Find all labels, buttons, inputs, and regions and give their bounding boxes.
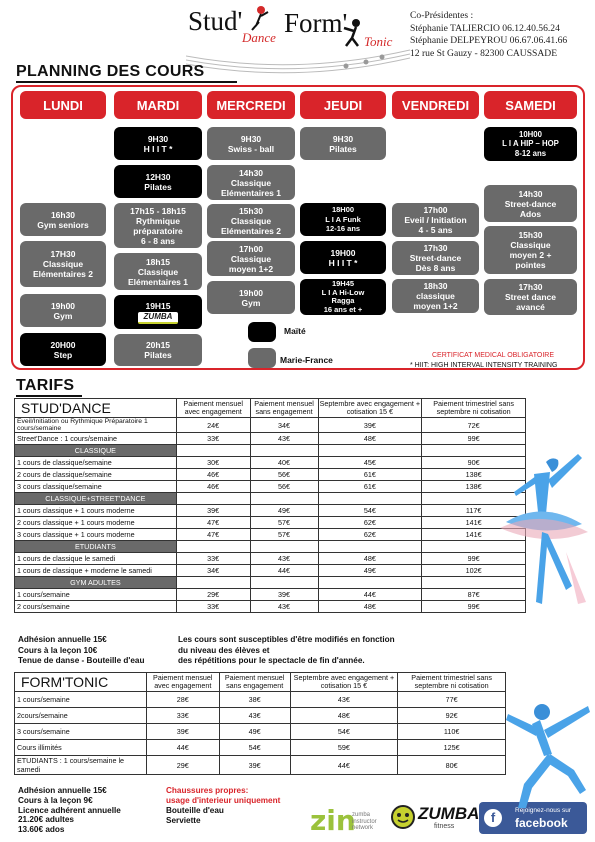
row-label: 1 cours de classique/semaine (15, 457, 177, 469)
price-cell: 43€ (250, 433, 318, 445)
class-card (484, 185, 577, 222)
class-level: pointes (515, 260, 546, 270)
dance-notes (18, 635, 144, 667)
music-staff-decoration (186, 42, 410, 76)
price-cell: 43€ (219, 708, 290, 724)
class-name: Street dance (504, 292, 557, 302)
price-cell: 117€ (422, 505, 526, 517)
row-label: 3 cours/semaine (15, 724, 147, 740)
price-cell: 62€ (318, 529, 422, 541)
class-card (20, 203, 106, 236)
row-label: ETUDIANTS : 1 cours/semaine le samedi (15, 756, 147, 775)
section-label: CLASSIQUE+STREET'DANCE (15, 493, 177, 505)
price-cell: 44€ (290, 756, 398, 775)
tonic-notes (18, 786, 121, 835)
class-time: 17H30 (50, 249, 76, 259)
class-level: 4 - 5 ans (418, 225, 453, 235)
table-cell (176, 577, 250, 589)
class-time: 17h00 (238, 243, 264, 254)
tarifs-title: TARIFS (16, 377, 75, 394)
note-line: usage d'interieur uniquement (166, 796, 281, 805)
note-line: Cours à la leçon 10€ (18, 645, 98, 655)
row-label: 1 cours de classique le samedi (15, 553, 177, 565)
class-name: Gym (241, 297, 261, 308)
class-name: classique (416, 291, 455, 301)
table-cell (176, 493, 250, 505)
class-name: Classique (42, 259, 84, 269)
table-row (15, 457, 526, 469)
class-card (484, 127, 577, 161)
class-time: 9H30 (332, 133, 354, 144)
class-time: 17h30 (518, 282, 543, 292)
price-cell: 62€ (318, 517, 422, 529)
price-cell: 33€ (176, 553, 250, 565)
table-row (15, 601, 526, 613)
column-header: Septembre avec engagement + cotisation 15 € (319, 399, 421, 416)
class-card (484, 226, 577, 274)
table-cell (250, 493, 318, 505)
note-line: Adhésion annuelle 15€ (18, 635, 107, 644)
price-cell: 46€ (176, 481, 250, 493)
price-cell: 33€ (176, 601, 250, 613)
zin-logo: zin (310, 804, 356, 837)
price-cell: 99€ (422, 601, 526, 613)
row-label: 1 cours/semaine (15, 692, 147, 708)
price-cell: 34€ (250, 418, 318, 433)
class-level: Elémentaires 2 (32, 269, 93, 279)
class-name: Swiss - ball (227, 143, 275, 154)
class-name: Step (53, 349, 73, 360)
table-section-row (15, 445, 526, 457)
price-cell: 47€ (176, 529, 250, 541)
class-level: moyen 1+2 (228, 263, 274, 274)
price-cell: 54€ (219, 740, 290, 756)
class-name: Pilates (329, 143, 357, 154)
price-cell: 43€ (250, 601, 318, 613)
class-card (392, 241, 479, 275)
price-cell: 102€ (422, 565, 526, 577)
class-name: Classique (230, 216, 272, 226)
contact-line: Stéphanie DELPEYROU 06.67.06.41.66 (410, 35, 568, 47)
price-cell: 48€ (318, 433, 422, 445)
note-line: Serviette (166, 816, 201, 825)
contact-block (410, 10, 567, 60)
table-row (15, 433, 526, 445)
price-cell: 40€ (250, 457, 318, 469)
class-name: Ragga (331, 296, 355, 305)
table-cell (318, 577, 422, 589)
logo-stud-dance (188, 6, 276, 45)
table-row (15, 517, 526, 529)
class-card (300, 127, 386, 160)
section-label: ETUDIANTS (15, 541, 177, 553)
class-card (207, 204, 295, 238)
class-level: Ados (519, 208, 542, 219)
price-cell: 56€ (250, 481, 318, 493)
class-name: Classique (137, 266, 179, 277)
class-time: 20H00 (50, 339, 76, 350)
class-name: L I A Funk (325, 214, 361, 224)
legend-label-black: Maïté (284, 326, 306, 336)
note-line: du niveau des élèves et (178, 645, 270, 655)
class-card (300, 241, 386, 274)
table-cell (318, 541, 422, 553)
table-cell (250, 577, 318, 589)
price-cell: 24€ (176, 418, 250, 433)
class-time: 9H30 (147, 133, 169, 144)
row-label: 2 cours classique + 1 cours moderne (15, 517, 177, 529)
class-level: Elémentaires 1 (220, 187, 281, 198)
class-time: 15h30 (518, 230, 543, 240)
class-time: 15h30 (238, 206, 264, 216)
class-time: 19h00 (50, 300, 76, 311)
price-cell: 44€ (146, 740, 219, 756)
price-cell: 46€ (176, 469, 250, 481)
certificate-notice: CERTIFICAT MEDICAL OBLIGATOIRE (432, 352, 555, 359)
price-cell: 47€ (176, 517, 250, 529)
table-row (15, 505, 526, 517)
table-cell (250, 445, 318, 457)
price-cell: 43€ (290, 692, 398, 708)
class-card (300, 279, 386, 315)
class-level: Elémentaires 2 (220, 226, 281, 236)
table-row (15, 481, 526, 493)
logo-tonic-text: Tonic (364, 34, 393, 49)
price-cell: 99€ (422, 433, 526, 445)
column-header: Paiement trimestriel sans septembre ni cotisation (422, 399, 526, 418)
class-card (114, 165, 202, 198)
class-card (20, 294, 106, 327)
class-name: Rythmique (136, 215, 180, 226)
table-section-row (15, 577, 526, 589)
class-name: Pilates (144, 181, 172, 192)
table-row (15, 724, 506, 740)
price-cell: 28€ (146, 692, 219, 708)
price-cell: 39€ (250, 589, 318, 601)
day-vendredi: VENDREDI (392, 91, 479, 119)
price-cell: 80€ (398, 756, 506, 775)
table-row (15, 692, 506, 708)
class-level: Dès 8 ans (415, 263, 456, 273)
studdance-title: STUD'DANCE (15, 399, 177, 418)
row-label: 3 cours classique + 1 cours moderne (15, 529, 177, 541)
class-time: 19h00 (238, 287, 264, 298)
column-header: Paiement mensuel sans engagement (250, 399, 318, 418)
class-time: 19H45 (331, 279, 355, 288)
class-name: Eveil / Initiation (404, 215, 467, 225)
price-cell: 138€ (422, 469, 526, 481)
logo-form-text: Form' (284, 8, 348, 38)
day-mercredi: MERCREDI (207, 91, 295, 119)
class-time: 19H15 (145, 300, 171, 311)
contact-line: 12 rue St Gauzy - 82300 CAUSSADE (410, 47, 558, 59)
facebook-join-text: Rejoignez-nous sur (515, 807, 572, 814)
price-cell: 39€ (176, 505, 250, 517)
price-cell: 45€ (318, 457, 422, 469)
price-cell: 141€ (422, 517, 526, 529)
column-header: Paiement mensuel sans engagement (219, 673, 290, 692)
studdance-price-table (14, 398, 526, 613)
price-cell: 38€ (219, 692, 290, 708)
class-card (392, 203, 479, 237)
price-cell: 39€ (146, 724, 219, 740)
class-level: moyen 2 + (509, 250, 552, 260)
class-time: 12H30 (145, 171, 171, 182)
note-line: Tenue de danse - Bouteille d'eau (18, 656, 145, 665)
zumba-mascot-icon (390, 804, 416, 830)
class-card (207, 127, 295, 160)
class-card (484, 279, 577, 315)
class-card (20, 333, 106, 366)
note-line: 13.60€ ados (18, 825, 65, 835)
row-label: 2cours/semaine (15, 708, 147, 724)
price-cell: 57€ (250, 529, 318, 541)
class-card (114, 127, 202, 160)
class-name: Classique (230, 177, 272, 188)
table-header-row (15, 399, 526, 418)
table-header-row (15, 673, 506, 692)
price-cell: 72€ (422, 418, 526, 433)
modification-note (178, 635, 395, 667)
table-row (15, 565, 526, 577)
row-label: 1 cours classique + 1 cours moderne (15, 505, 177, 517)
price-cell: 43€ (250, 553, 318, 565)
class-time: 18h15 (145, 256, 171, 267)
contact-line: Co-Présidentes : (410, 10, 474, 21)
class-time: 19H00 (330, 247, 356, 258)
price-cell: 57€ (250, 517, 318, 529)
table-row (15, 589, 526, 601)
class-card (392, 279, 479, 313)
day-samedi: SAMEDI (484, 91, 577, 119)
class-time: 9H30 (240, 133, 262, 144)
class-time: 17h15 - 18h15 (130, 205, 186, 216)
row-label: Cours illimités (15, 740, 147, 756)
class-card (207, 165, 295, 200)
class-time: 14h30 (238, 167, 264, 178)
zin-caption (352, 812, 377, 832)
ballet-dancer-illustration (486, 452, 590, 612)
column-header: Septembre avec engagement + cotisation 15 € (290, 673, 398, 692)
price-cell: 138€ (422, 481, 526, 493)
row-label: 2 cours de classique/semaine (15, 469, 177, 481)
table-cell (318, 493, 422, 505)
table-cell (318, 445, 422, 457)
price-cell: 48€ (318, 601, 422, 613)
zin-caption-line: network (352, 825, 374, 831)
price-cell: 29€ (146, 756, 219, 775)
zumba-logo: ZUMBA (418, 804, 480, 823)
class-time: 20h15 (145, 340, 171, 350)
class-level: moyen 1+2 (413, 301, 458, 311)
planning-underline (16, 81, 237, 83)
price-cell: 56€ (250, 469, 318, 481)
class-name: L I A HIP – HOP (502, 139, 559, 149)
class-name: Gym seniors (37, 219, 89, 230)
contact-line: Stéphanie TALIERCIO 06.12.40.56.24 (410, 22, 560, 34)
table-section-row (15, 493, 526, 505)
fitness-jumper-illustration (504, 700, 592, 810)
day-mardi: MARDI (114, 91, 202, 119)
class-name: H I I T * (143, 143, 173, 154)
note-line: Licence adhérent annuelle (18, 805, 121, 815)
logo-dance-text: Dance (242, 30, 276, 45)
class-level: Elémentaires 1 (127, 276, 188, 287)
note-line: Les cours sont susceptibles d'être modifiés en fonction (178, 635, 395, 644)
price-cell: 54€ (290, 724, 398, 740)
table-row (15, 708, 506, 724)
price-cell: 33€ (146, 708, 219, 724)
class-card (20, 241, 106, 287)
class-name: Gym (53, 310, 73, 321)
class-name: L I A Hi-Low (321, 287, 365, 297)
legend-swatch-black (248, 322, 276, 342)
formtonic-price-table (14, 672, 506, 775)
table-row (15, 529, 526, 541)
planning-title: PLANNING DES COURS (16, 63, 205, 80)
class-card (114, 334, 202, 366)
row-label: 1 cours/semaine (15, 589, 177, 601)
class-card (300, 203, 386, 236)
tarifs-underline (16, 395, 82, 397)
row-label: 2 cours/semaine (15, 601, 177, 613)
price-cell: 87€ (422, 589, 526, 601)
class-name: Classique (230, 253, 272, 264)
note-line: 21.20€ adultes (18, 815, 74, 825)
row-label: Eveil/Initiation ou Rythmique Préparatoire 1 cours/semaine (15, 418, 177, 433)
price-cell: 49€ (318, 565, 422, 577)
zin-caption-line: zumba (352, 812, 371, 818)
note-line: des répétitions pour le spectacle de fin d'année. (178, 656, 365, 665)
row-label: Street'Dance : 1 cours/semaine (15, 433, 177, 445)
table-cell (176, 445, 250, 457)
shoes-notes (166, 786, 280, 826)
column-header: Paiement mensuel avec engagement (146, 673, 219, 692)
class-card (114, 253, 202, 290)
row-label: 1 cours de classique + moderne le samedi (15, 565, 177, 577)
price-cell: 44€ (250, 565, 318, 577)
column-header: Paiement trimestriel sans septembre ni cotisation (398, 673, 506, 692)
price-cell: 90€ (422, 457, 526, 469)
class-time: 17h30 (423, 243, 448, 253)
facebook-name: facebook (515, 816, 568, 830)
price-cell: 29€ (176, 589, 250, 601)
price-cell: 61€ (318, 481, 422, 493)
price-cell: 49€ (250, 505, 318, 517)
table-row (15, 553, 526, 565)
table-section-row (15, 541, 526, 553)
class-level: avancé (516, 302, 545, 312)
note-line: Cours à la leçon 9€ (18, 795, 93, 805)
zumba-logo-small: ZUMBA (138, 312, 179, 324)
class-level: 16 ans et + (323, 304, 363, 314)
price-cell: 61€ (318, 469, 422, 481)
day-lundi: LUNDI (20, 91, 106, 119)
price-cell: 141€ (422, 529, 526, 541)
class-level: 8-12 ans (514, 148, 547, 158)
class-card (207, 241, 295, 276)
price-cell: 48€ (290, 708, 398, 724)
price-cell: 39€ (318, 418, 422, 433)
price-cell: 59€ (290, 740, 398, 756)
class-time: 18h30 (423, 281, 448, 291)
row-label: 3 cours classique/semaine (15, 481, 177, 493)
price-cell: 33€ (176, 433, 250, 445)
class-card (207, 281, 295, 314)
price-cell: 92€ (398, 708, 506, 724)
price-cell: 99€ (422, 553, 526, 565)
dancer-logo-icon (246, 4, 276, 34)
class-time: 10H00 (519, 129, 542, 139)
class-name: préparatoire (133, 225, 183, 236)
table-row (15, 756, 506, 775)
price-cell: 48€ (318, 553, 422, 565)
class-time: 17h00 (423, 205, 448, 215)
day-jeudi: JEUDI (300, 91, 386, 119)
zin-caption-line: instructor (352, 818, 377, 825)
note-line: Adhésion annuelle 15€ (18, 786, 107, 795)
price-cell: 54€ (318, 505, 422, 517)
class-level: 12-16 ans (325, 224, 361, 234)
table-cell (250, 541, 318, 553)
section-label: GYM ADULTES (15, 577, 177, 589)
class-name: Street-dance (504, 198, 557, 209)
zumba-fitness-text: fitness (434, 823, 455, 830)
note-line: Bouteille d'eau (166, 806, 224, 815)
price-cell: 77€ (398, 692, 506, 708)
class-name: Classique (510, 240, 551, 250)
class-time: 18H00 (331, 205, 355, 215)
price-cell: 44€ (318, 589, 422, 601)
note-line: Chaussures propres: (166, 786, 249, 795)
price-cell: 39€ (219, 756, 290, 775)
column-header: Paiement mensuel avec engagement (176, 399, 250, 418)
class-time: 16h30 (50, 209, 76, 220)
table-row (15, 469, 526, 481)
price-cell: 30€ (176, 457, 250, 469)
class-name: Pilates (144, 350, 172, 360)
legend-label-grey: Marie-France (280, 355, 333, 365)
price-cell: 34€ (176, 565, 250, 577)
price-cell: 110€ (398, 724, 506, 740)
class-card-zumba (114, 295, 202, 329)
table-row (15, 740, 506, 756)
facebook-icon: f (484, 809, 502, 827)
table-row (15, 418, 526, 433)
class-card (114, 203, 202, 248)
class-level: 6 - 8 ans (140, 235, 176, 246)
price-cell: 125€ (398, 740, 506, 756)
class-name: H I I T * (328, 257, 358, 268)
class-time: 14h30 (518, 188, 543, 199)
class-name: Street-dance (409, 253, 462, 263)
legend-swatch-grey (248, 348, 276, 368)
table-cell (176, 541, 250, 553)
hiit-note: * HIIT: HIGH INTERVAL INTENSITY TRAINING (410, 362, 558, 369)
section-label: CLASSIQUE (15, 445, 177, 457)
logo-stud-text: Stud' (188, 6, 243, 36)
price-cell: 49€ (219, 724, 290, 740)
formtonic-title: FORM'TONIC (15, 673, 147, 692)
